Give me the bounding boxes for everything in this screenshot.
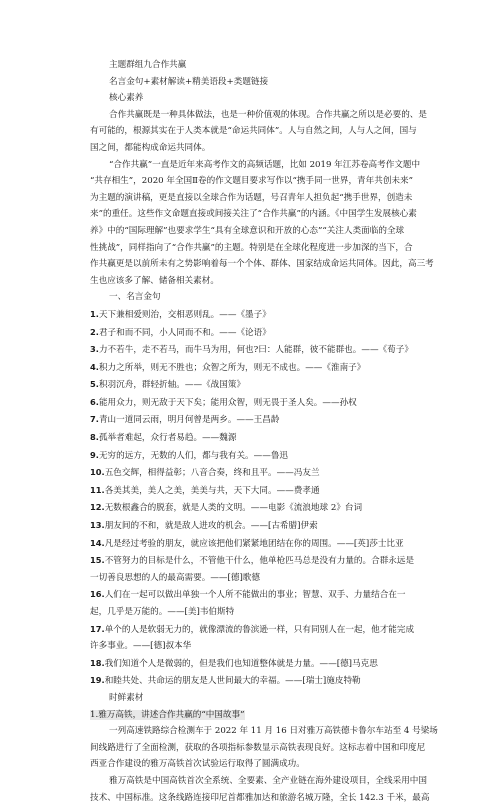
quote-number: 17. (90, 623, 105, 634)
paragraph-line: 一列高速铁路综合检测车于 2022 年 11 月 16 日对雅万高铁德卡鲁尔车站至 4 号梁场 (109, 726, 438, 737)
quote-number: 16. (90, 589, 105, 600)
paragraph-line: 生也应该多了解、储备相关素材。 (90, 275, 219, 286)
quote-continuation: 起，几乎是万能的。——[美]韦伯斯特 (90, 607, 235, 617)
quote-number: 5. (90, 379, 99, 390)
quote-number: 11. (90, 484, 105, 495)
quote-text: 我们知道个人是微弱的，但是我们也知道整体就是力量。——[德]马克思 (104, 658, 378, 669)
paragraph-line: 性挑战”，同样指向了“合作共赢”的主题。特别是在全球化程度进一步加深的当下，合 (90, 242, 413, 253)
quote-continuation: 许多事业。——[德]叔本华 (90, 641, 192, 652)
quote-item (90, 394, 462, 412)
paragraph-line: “共存相生”，2020 年全国Ⅱ卷的作文题目要求写作以“携手同一世界，青年共创未来” (90, 176, 414, 187)
quote-item (90, 621, 462, 639)
quote-text: 力不若牛，走不若马，而牛马为用，何也?曰：人能群，彼不能群也。——《荀子》 (98, 345, 413, 356)
quote-item (90, 655, 462, 673)
quote-number: 12. (90, 502, 105, 513)
quote-item (90, 324, 462, 342)
quote-item (90, 586, 462, 604)
quote-item (90, 672, 462, 690)
paragraph-line: 为主题的演讲稿，更是直接以全球合作为话题，号召青年人担负起“携手世界，创造未 (90, 192, 413, 203)
quote-item (90, 535, 462, 553)
material-item-title: 1.雅万高铁，讲述合作共赢的“中国故事” (90, 709, 245, 720)
quote-item (90, 447, 462, 465)
quote-item (90, 429, 462, 447)
quote-text: 积力之所举，则无不胜也；众智之所为，则无不成也。——《淮南子》 (98, 362, 366, 373)
doc-subtitle: 名言金句+素材解读+精美语段+类题链接 (109, 76, 269, 87)
quote-text: 单个的人是软弱无力的，就像漂流的鲁滨逊一样，只有同别人在一起，他才能完成 (104, 624, 415, 635)
quote-item (90, 464, 462, 482)
intro-paragraph-1 (90, 107, 462, 157)
quote-text: 天下兼相爱则治，交相恶则乱。——《墨子》 (98, 309, 271, 320)
quote-text: 积羽沉舟，群轻折轴。——《战国策》 (98, 380, 246, 391)
paragraph-line: 西亚合作建设的雅万高铁首次试验运行取得了圆满成功。 (90, 759, 305, 770)
quote-item (90, 517, 462, 535)
quote-number: 9. (90, 449, 99, 460)
quote-item (90, 341, 462, 359)
quote-number: 3. (90, 344, 99, 355)
quote-text: 不管努力的目标是什么，不管他干什么，他单枪匹马总是没有力量的。合群永远是 (104, 556, 415, 567)
paragraph-line: 来”的重任。这些作文命题直接或间接关注了“合作共赢”的内涵。《中国学生发展核心素 (90, 209, 417, 220)
quote-text: 能用众力，则无敌于天下矣；能用众智，则无畏于圣人矣。——孙权 (98, 397, 357, 408)
paragraph-line: 技术、中国标准。这条线路连接印尼首都雅加达和旅游名城万隆，全长 142.3 千米，最高 (90, 792, 430, 803)
doc-title: 主题群组九合作共赢 (109, 60, 187, 70)
quote-text: 人们在一起可以做出单独一个人所不能做出的事业；智慧、双手、力量结合在一 (104, 590, 406, 601)
quote-number: 1. (90, 308, 99, 319)
paragraph-line: 合作共赢既是一种具体做法，也是一种价值观的体现。合作共赢之所以是必要的、是 (109, 109, 427, 120)
quotes-heading: 一、名言金句 (109, 292, 161, 303)
quote-text: 和睦共处、共命运的朋友是人世间最大的幸福。——[瑞士]施皮特勒 (104, 676, 361, 687)
quote-text: 朋友间的不和，就是敌人进攻的机会。——[古希腊]伊索 (104, 521, 318, 532)
quote-item (90, 359, 462, 377)
quote-number: 18. (90, 657, 105, 668)
quote-number: 10. (90, 467, 105, 478)
paragraph-line: 间线路进行了全面检测，获取的各项指标参数显示高铁表现良好。这标志着中国和印度尼 (90, 742, 426, 753)
quote-continuation: 一切善良思想的人的最高需要。——[德]歌德 (90, 572, 260, 583)
paragraph-line: 有可能的，根源其实在于人类本就是“命运共同体”。人与自然之间，人与人之间，国与 (90, 126, 417, 137)
quote-item (90, 499, 462, 517)
quote-number: 14. (90, 537, 105, 548)
quote-text: 无数根鑫合的脱套，就是人类的文明。——电影《流浪地球 2》台词 (104, 503, 363, 514)
paragraph-line: 国之间，都能构成命运共同体。 (90, 142, 211, 153)
material-paragraph-1 (90, 723, 462, 773)
quote-text: 凡是经过考验的朋友，就应该把他们紧紧地团结在你的周围。——[英]莎士比亚 (104, 538, 404, 549)
quote-number: 15. (90, 555, 105, 566)
quote-text: 君子和而不同，小人同而不和。——《论语》 (98, 327, 271, 338)
quote-text: 各美其美，美人之美，美美与共，天下大同。——费孝通 (104, 485, 320, 496)
paragraph-line: 雅万高铁是中国高铁首次全系统、全要素、全产业链在海外建设项目，全线采用中国 (109, 775, 427, 786)
quote-item (90, 552, 462, 570)
quote-number: 2. (90, 326, 99, 337)
quote-item (90, 482, 462, 500)
quote-text: 孤举者难起，众行者易趋。——魏源 (98, 433, 237, 444)
quote-text: 五色交辉，相得益彰；八音合奏，终和且平。——冯友兰 (104, 468, 320, 479)
quote-text: 无穷的远方，无数的人们，都与我有关。——鲁迅 (98, 450, 289, 461)
quote-list (90, 306, 462, 690)
quote-text: 青山一道同云雨，明月何曾是两乡。——王昌龄 (98, 415, 280, 426)
intro-paragraph-2 (90, 157, 462, 290)
quote-item (90, 306, 462, 324)
quote-number: 19. (90, 675, 105, 686)
paragraph-line: 作共赢更是以前所未有之势影响着每一个个体、群体、国家结成命运共同体。因此，高三考 (90, 259, 434, 270)
quote-item (90, 411, 462, 429)
quote-number: 8. (90, 432, 99, 443)
quote-item (90, 376, 462, 394)
quote-number: 7. (90, 414, 99, 425)
quote-number: 6. (90, 396, 99, 407)
material-paragraph-2 (90, 773, 462, 806)
paragraph-line: 养》中的“国际理解”也要求学生“具有全球意识和开放的心态”“关注人类面临的全球 (90, 225, 405, 236)
paragraph-line: “合作共赢”一直是近年来高考作文的高频话题，比如 2019 年江苏卷高考作文题中 (109, 159, 421, 170)
material-label: 时鲜素材 (109, 692, 144, 703)
quote-number: 4. (90, 361, 99, 372)
quote-number: 13. (90, 520, 105, 531)
section-label-core: 核心素养 (109, 93, 144, 104)
